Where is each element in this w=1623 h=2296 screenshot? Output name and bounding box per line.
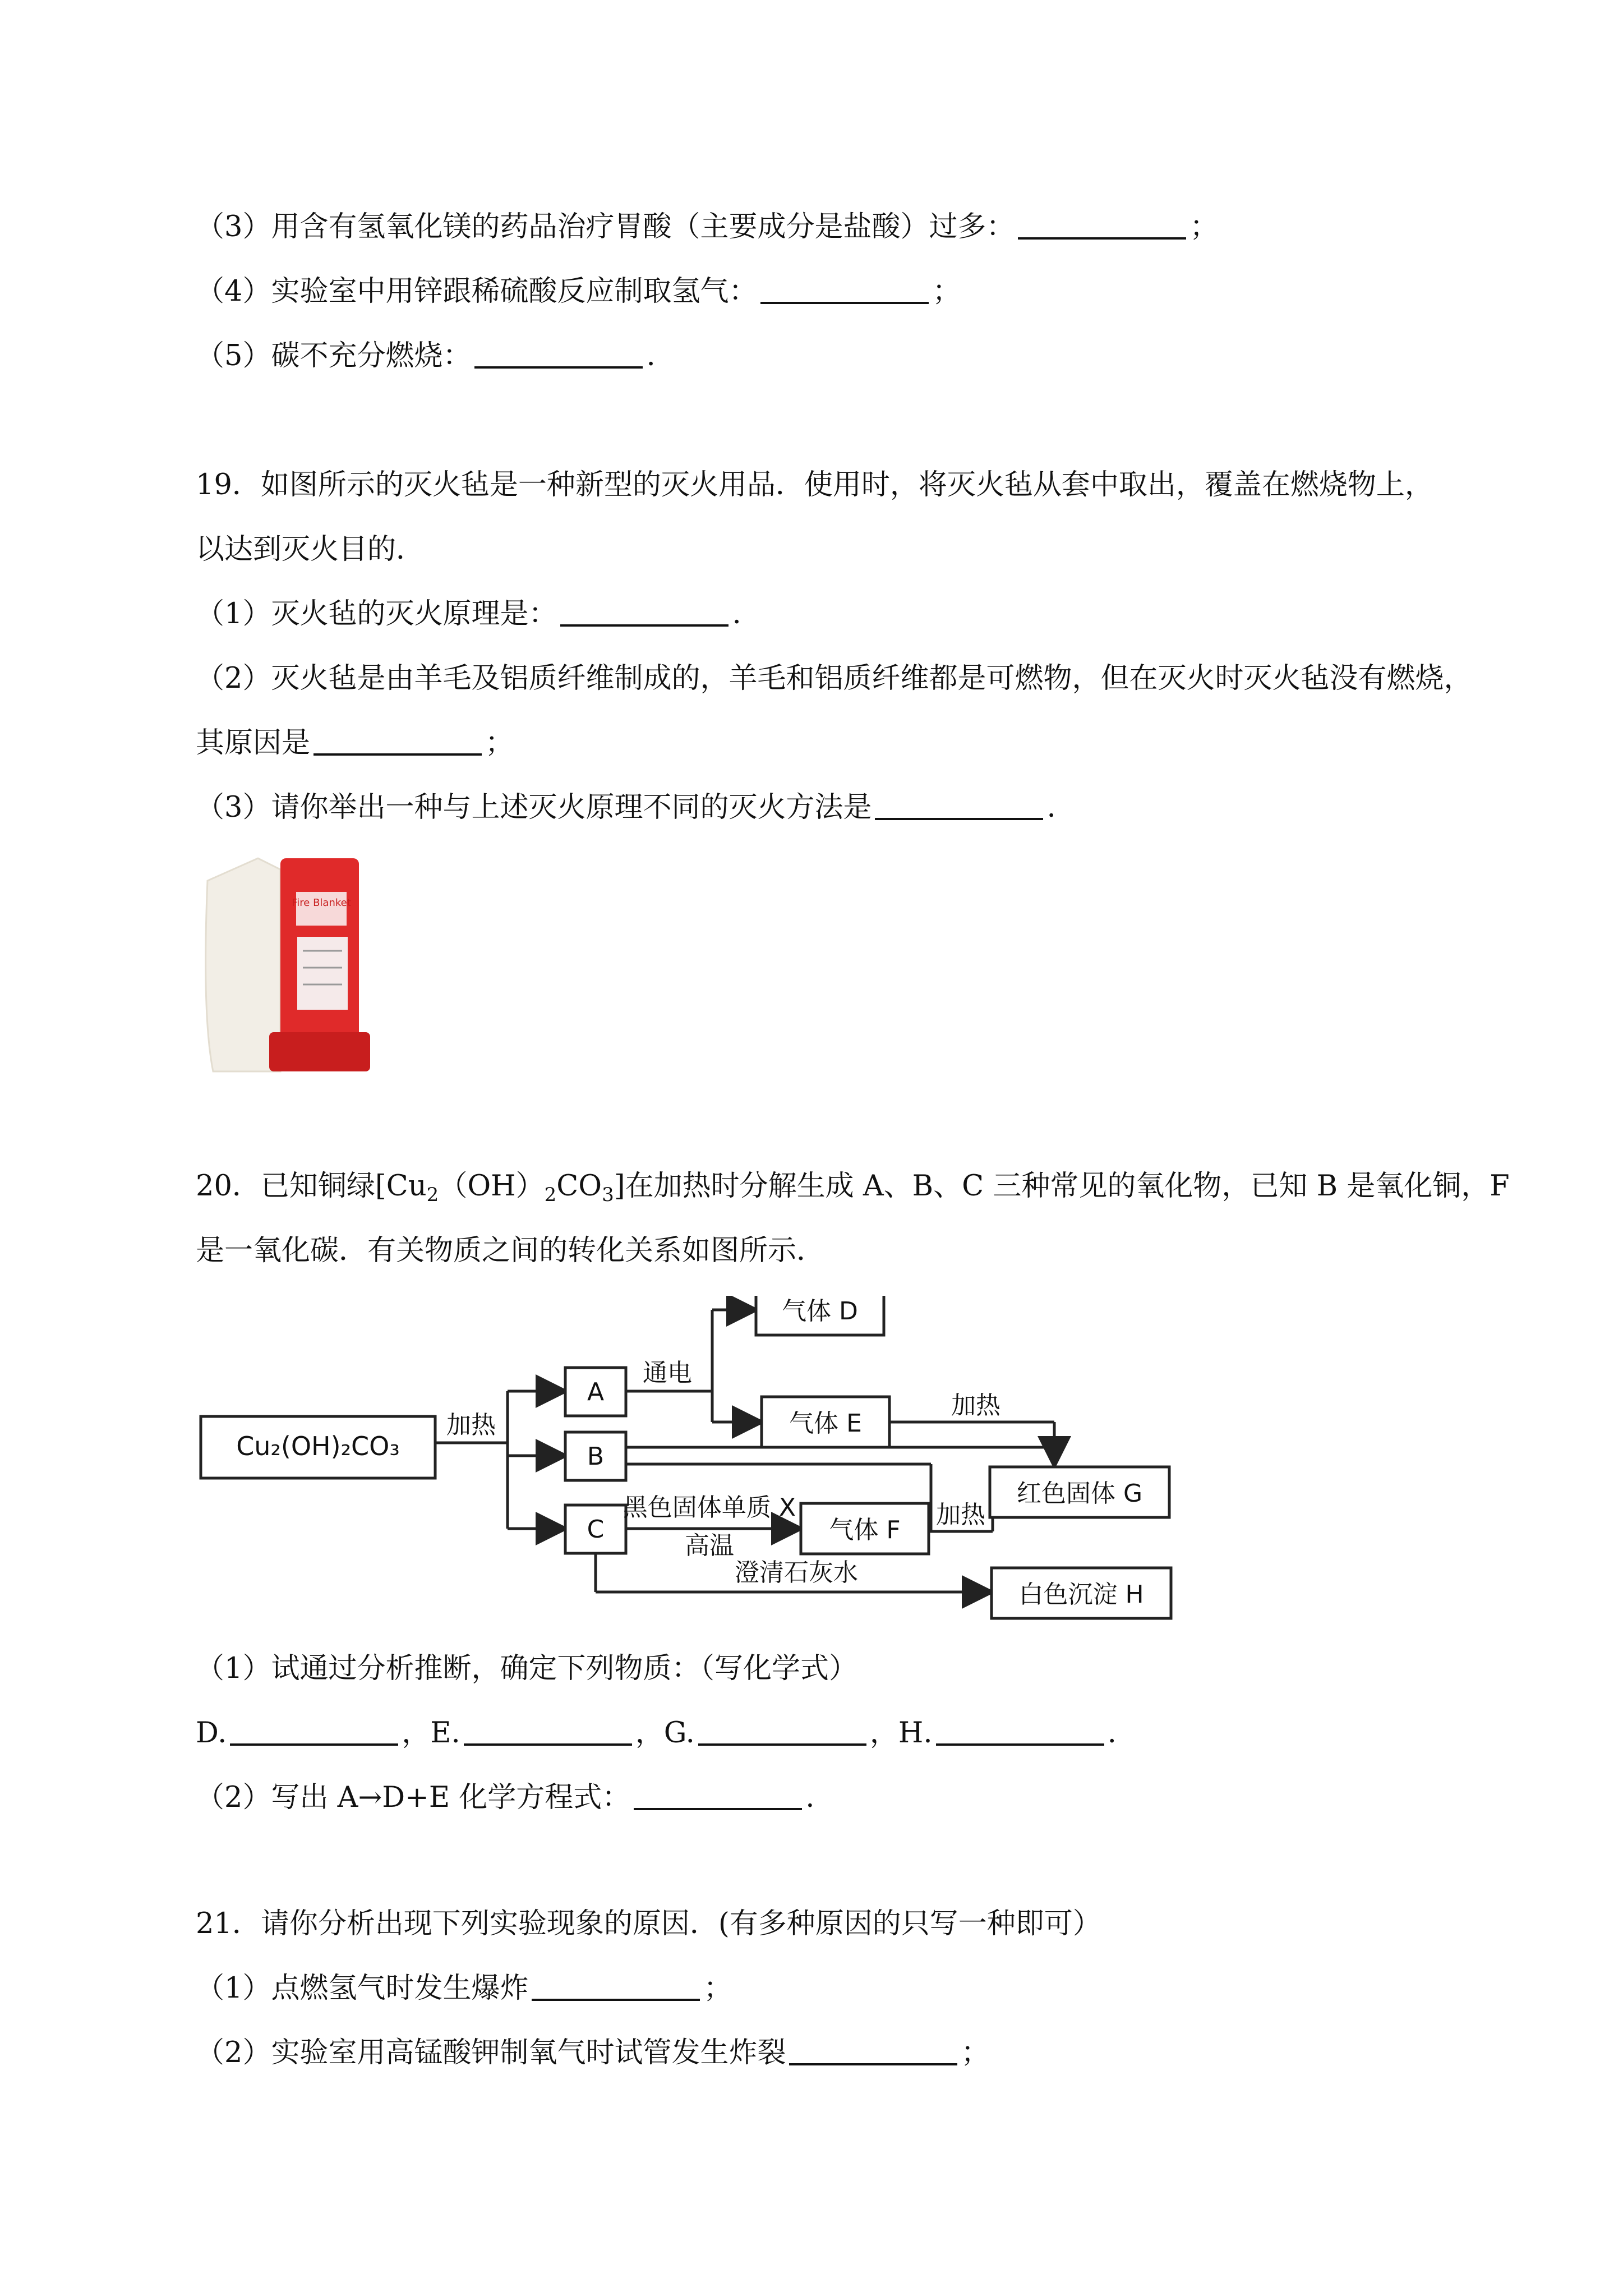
answer-blank[interactable] — [560, 599, 728, 627]
high-temp-label: 高温 — [685, 1531, 734, 1560]
answer-blank-g[interactable] — [698, 1718, 866, 1746]
q21-stem: 21．请你分析出现下列实验现象的原因．(有多种原因的只写一种即可） — [196, 1907, 1101, 1940]
answer-blank-e[interactable] — [464, 1718, 632, 1746]
q19-item3: （3）请你举出一种与上述灭火原理不同的灭火方法是 . — [196, 791, 1056, 824]
q18-item3: （3）用含有氢氧化镁的药品治疗胃酸（主要成分是盐酸）过多： ； — [196, 210, 1219, 243]
q21-item2: （2）实验室用高锰酸钾制氧气时试管发生炸裂 ； — [196, 2036, 990, 2069]
q19-item2-line1: （2）灭火毡是由羊毛及铝质纤维制成的，羊毛和铝质纤维都是可燃物，但在灭火时灭火毡没有燃烧， — [196, 662, 1473, 695]
answer-blank[interactable] — [474, 341, 643, 369]
q21-item1: （1）点燃氢气时发生爆炸 ； — [196, 1972, 732, 2005]
answer-blank[interactable] — [634, 1782, 802, 1810]
q19-stem-line1: 19．如图所示的灭火毡是一种新型的灭火用品．使用时，将灭火毡从套中取出，覆盖在燃烧物上， — [196, 468, 1433, 501]
label-a: A — [587, 1378, 605, 1406]
label-red-g: 红色固体 G — [1016, 1479, 1143, 1508]
limewater-label: 澄清石灰水 — [735, 1558, 858, 1587]
q18-item5: （5）碳不充分燃烧： . — [196, 339, 656, 372]
label-b: B — [587, 1442, 605, 1471]
answer-blank[interactable] — [532, 1973, 700, 2001]
q20-stem-line1: 20．已知铜绿$[Cu_2(OH)_2CO_3]$在加热时分解生成 A、B、C 三种常见的氧化物，已知 B 是氧化铜，F — [196, 1170, 1510, 1206]
answer-blank-d[interactable] — [230, 1718, 398, 1746]
heat-label: 加热 — [446, 1411, 496, 1439]
answer-blank[interactable] — [875, 792, 1043, 820]
answer-blank-h[interactable] — [936, 1718, 1104, 1746]
answer-blank[interactable] — [760, 276, 929, 304]
q20-item2: （2）写出 A→D+E 化学方程式： . — [196, 1781, 815, 1814]
photo-label: Fire Blanket — [292, 897, 351, 909]
answer-blank[interactable] — [313, 728, 482, 756]
label-gas-f: 气体 F — [829, 1516, 901, 1544]
q18-item4: （4）实验室中用锌跟稀硫酸反应制取氢气： ； — [196, 275, 961, 308]
label-gas-d: 气体 D — [782, 1297, 858, 1326]
q20-item1: （1）试通过分析推断，确定下列物质：（写化学式） — [196, 1652, 857, 1685]
label-gas-e: 气体 E — [789, 1409, 862, 1438]
answer-blank[interactable] — [789, 2037, 957, 2065]
q19-stem-line2: 以达到灭火目的． — [196, 533, 425, 566]
q20-formula-blanks: D. ，E. ，G. ，H. . — [196, 1717, 1117, 1750]
heat3-label: 加热 — [936, 1501, 985, 1529]
q20-stem-line2: 是一氧化碳．有关物质之间的转化关系如图所示． — [196, 1234, 826, 1267]
answer-blank[interactable] — [1018, 211, 1186, 240]
fire-blanket-photo — [196, 847, 381, 1083]
q19-item2-line2: 其原因是 ； — [196, 726, 514, 760]
label-c: C — [587, 1515, 605, 1544]
start-label: Cu₂(OH)₂CO₃ — [236, 1431, 400, 1461]
black-x-label: 黑色固体单质 X — [623, 1493, 796, 1522]
electrolysis-label: 通电 — [643, 1359, 692, 1387]
label-white-h: 白色沉淀 H — [1018, 1580, 1144, 1609]
conversion-diagram — [191, 1296, 1200, 1632]
q19-item1: （1）灭火毡的灭火原理是： . — [196, 597, 741, 631]
heat2-label: 加热 — [951, 1391, 1000, 1420]
